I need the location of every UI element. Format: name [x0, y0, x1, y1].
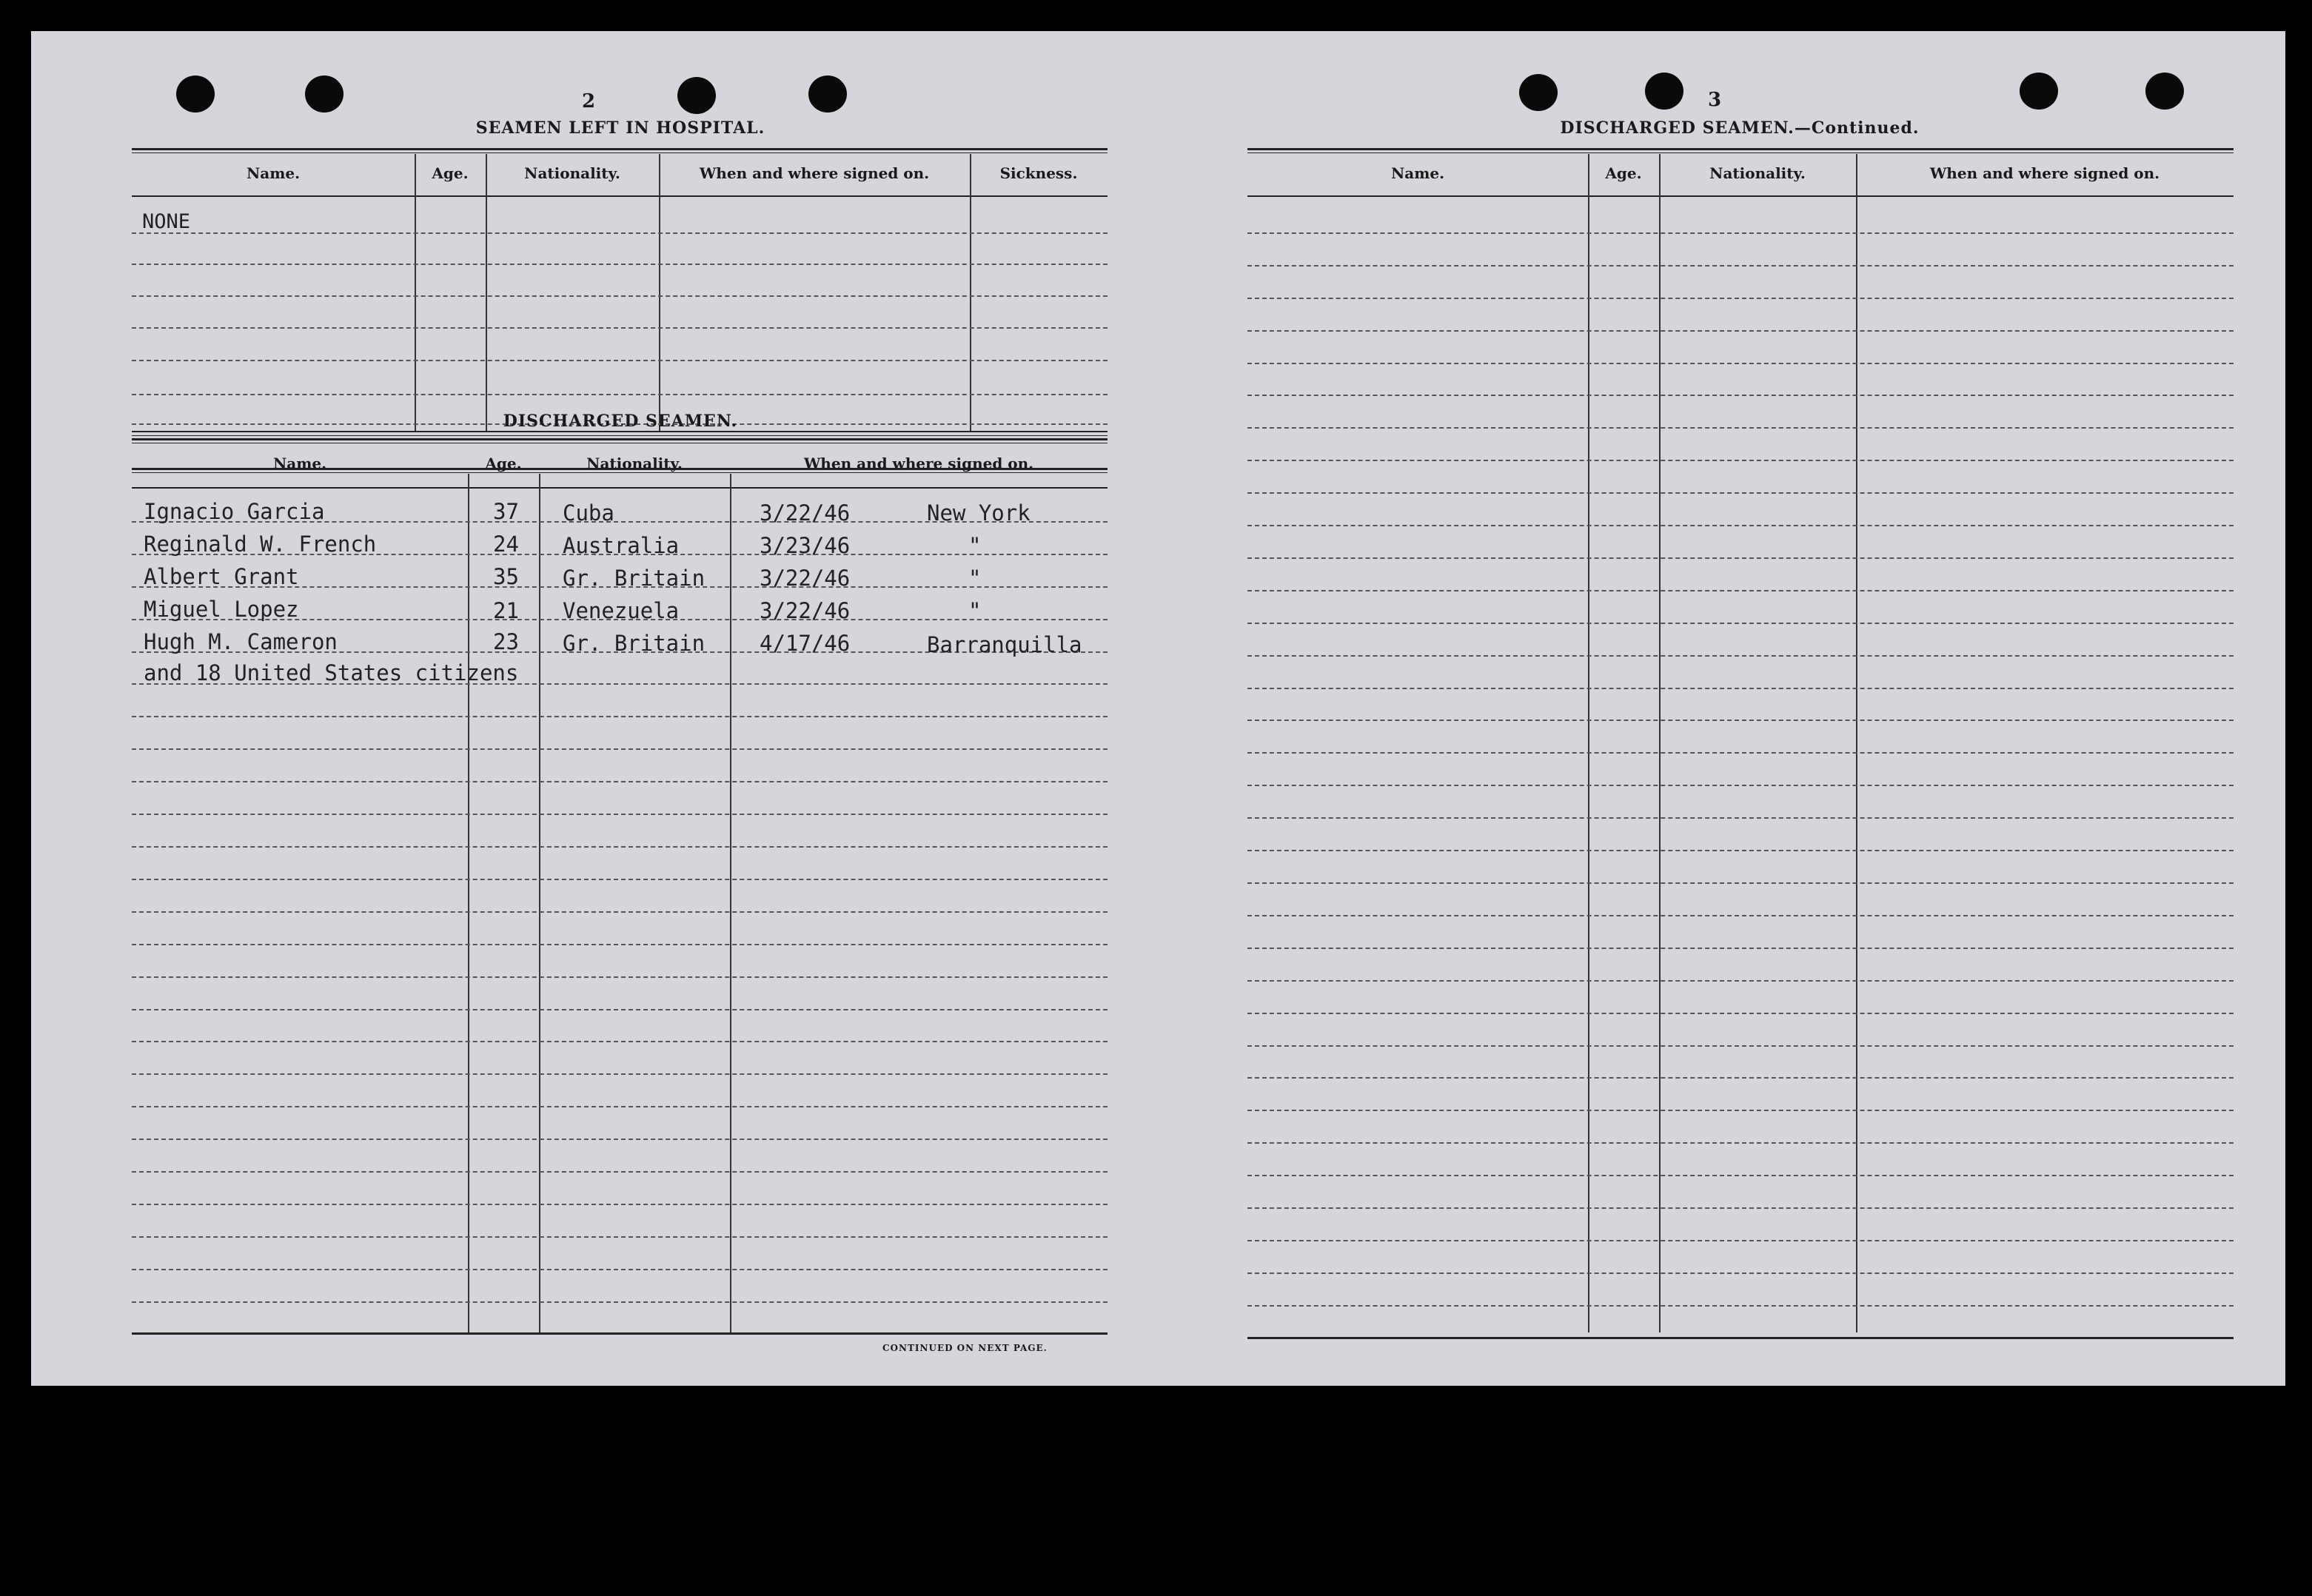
- punch-hole-icon: [176, 76, 215, 113]
- right-col-nationality: Nationality.: [1709, 164, 1806, 182]
- seaman-age: 21: [493, 598, 519, 623]
- ruled-line: [1247, 427, 2234, 429]
- hospital-col-name: Name.: [246, 164, 301, 182]
- seaman-signed-date: 3/22/46: [760, 566, 851, 591]
- ruled-line: [132, 781, 1108, 782]
- punch-hole-icon: [1519, 74, 1558, 111]
- hospital-top-rule-thin: [132, 152, 1108, 153]
- ruled-line: [1247, 882, 2234, 884]
- ruled-line: [132, 748, 1108, 750]
- hospital-bottom-rule-thin: [132, 435, 1108, 436]
- hospital-col-signed-on: When and where signed on.: [699, 164, 930, 182]
- ruled-line: [1247, 980, 2234, 982]
- discharged-section-title: DISCHARGED SEAMEN.: [503, 412, 738, 431]
- hospital-row-line: [132, 295, 1108, 297]
- seaman-name: Ignacio Garcia: [144, 499, 325, 524]
- seaman-signed-date: 3/22/46: [760, 598, 851, 623]
- ruled-line: [132, 1171, 1108, 1173]
- ruled-line: [132, 1139, 1108, 1140]
- right-section-title: DISCHARGED SEAMEN.—Continued.: [1560, 118, 1920, 138]
- ruled-line: [132, 814, 1108, 815]
- ruled-line: [132, 1009, 1108, 1010]
- seaman-nationality: Venezuela: [563, 598, 680, 623]
- right-top-rule-thin: [1247, 152, 2234, 153]
- hospital-row-line: [132, 232, 1108, 234]
- seaman-signed-date: 3/23/46: [760, 533, 851, 558]
- seaman-name: Albert Grant: [144, 564, 299, 589]
- hospital-row-line: [132, 264, 1108, 265]
- punch-hole-icon: [305, 76, 344, 113]
- ruled-line: [1247, 1077, 2234, 1079]
- discharged-col-age: Age.: [485, 455, 522, 472]
- right-col-age: Age.: [1605, 164, 1642, 182]
- ruled-line: [1247, 752, 2234, 754]
- discharged-note: and 18 United States citizens: [144, 660, 519, 685]
- ruled-line: [1247, 492, 2234, 494]
- discharged-col-nationality: Nationality.: [586, 455, 683, 472]
- ruled-line: [1247, 1207, 2234, 1209]
- ruled-line: [1247, 557, 2234, 559]
- ruled-line: [1247, 688, 2234, 689]
- seaman-nationality: Gr. Britain: [563, 631, 706, 656]
- hospital-col-divider: [659, 154, 660, 432]
- seaman-nationality: Australia: [563, 533, 680, 558]
- ruled-line: [1247, 1013, 2234, 1014]
- ruled-line: [1247, 948, 2234, 949]
- punch-hole-icon: [2145, 73, 2184, 110]
- right-col-name: Name.: [1390, 164, 1445, 182]
- seaman-name: Hugh M. Cameron: [144, 629, 338, 654]
- ruled-line: [1247, 817, 2234, 819]
- ruled-line: [1247, 1240, 2234, 1241]
- ruled-line: [1247, 298, 2234, 299]
- ruled-line: [1247, 623, 2234, 624]
- ruled-line: [1247, 330, 2234, 332]
- ruled-line: [1247, 1110, 2234, 1111]
- punch-hole-icon: [677, 77, 716, 114]
- discharged-col-name: Name.: [272, 455, 327, 472]
- ruled-line: [132, 1041, 1108, 1042]
- hospital-col-divider: [486, 154, 487, 432]
- hospital-col-age: Age.: [432, 164, 469, 182]
- seaman-signed-place: New York: [927, 500, 1031, 526]
- hospital-row-line: [132, 394, 1108, 395]
- seaman-signed-place: Barranquilla: [927, 632, 1082, 657]
- ruled-line: [132, 1204, 1108, 1205]
- right-page-number: 3: [1707, 89, 1722, 111]
- ruled-line: [132, 846, 1108, 848]
- ruled-line: [1247, 1142, 2234, 1144]
- right-top-rule: [1247, 148, 2234, 150]
- seaman-age: 37: [493, 499, 519, 524]
- ruled-line: [132, 1236, 1108, 1238]
- ruled-line: [1247, 265, 2234, 266]
- hospital-col-divider: [970, 154, 971, 432]
- ruled-line: [1247, 395, 2234, 396]
- discharged-top-rule: [132, 438, 1108, 440]
- ruled-line: [132, 976, 1108, 978]
- seaman-name: Reginald W. French: [144, 532, 377, 557]
- ruled-line: [1247, 785, 2234, 786]
- ruled-line: [1247, 1045, 2234, 1047]
- ruled-line: [1247, 460, 2234, 461]
- right-bottom-rule: [1247, 1337, 2234, 1339]
- hospital-col-sickness: Sickness.: [999, 164, 1078, 182]
- ruled-line: [1247, 525, 2234, 526]
- seaman-signed-date: 4/17/46: [760, 631, 851, 656]
- discharged-header-rule: [132, 487, 1108, 489]
- hospital-section-title: SEAMEN LEFT IN HOSPITAL.: [475, 118, 765, 138]
- seaman-signed-place: ": [968, 598, 982, 623]
- right-col-signed-on: When and where signed on.: [1929, 164, 2160, 182]
- ruled-line: [1247, 1305, 2234, 1307]
- hospital-row-line: [132, 360, 1108, 361]
- discharged-bottom-rule: [132, 1332, 1108, 1335]
- seaman-signed-place: ": [968, 533, 982, 558]
- discharged-col-signed-on: When and where signed on.: [803, 455, 1034, 472]
- ruled-line: [132, 1106, 1108, 1107]
- ruled-line: [132, 716, 1108, 717]
- hospital-col-nationality: Nationality.: [524, 164, 620, 182]
- hospital-top-rule: [132, 148, 1108, 150]
- left-page-number: 2: [581, 90, 596, 113]
- hospital-entry-none: NONE: [142, 210, 191, 233]
- ruled-line: [1247, 363, 2234, 364]
- continued-footer: CONTINUED ON NEXT PAGE.: [882, 1343, 1048, 1353]
- document-sheet: [31, 31, 2285, 1386]
- hospital-col-divider: [415, 154, 416, 432]
- punch-hole-icon: [808, 76, 847, 113]
- seaman-name: Miguel Lopez: [144, 597, 299, 622]
- seaman-age: 24: [493, 532, 519, 557]
- seaman-age: 23: [493, 629, 519, 654]
- seaman-signed-place: ": [968, 566, 982, 591]
- hospital-header-rule: [132, 195, 1108, 197]
- ruled-line: [132, 911, 1108, 913]
- ruled-line: [1247, 850, 2234, 851]
- hospital-bottom-rule: [132, 431, 1108, 432]
- ruled-line: [1247, 1175, 2234, 1176]
- ruled-line: [132, 879, 1108, 880]
- ruled-line: [1247, 590, 2234, 591]
- seaman-nationality: Gr. Britain: [563, 566, 706, 591]
- hospital-row-line: [132, 327, 1108, 329]
- seaman-signed-date: 3/22/46: [760, 500, 851, 526]
- ruled-line: [1247, 915, 2234, 916]
- ruled-line: [132, 1301, 1108, 1303]
- seaman-nationality: Cuba: [563, 500, 614, 526]
- right-header-rule: [1247, 195, 2234, 197]
- ruled-line: [1247, 720, 2234, 721]
- ruled-line: [132, 1269, 1108, 1270]
- ruled-line: [1247, 232, 2234, 234]
- ruled-line: [1247, 1273, 2234, 1274]
- ruled-line: [132, 1073, 1108, 1075]
- seaman-age: 35: [493, 564, 519, 589]
- discharged-top-rule-2-thin: [132, 472, 1108, 473]
- ruled-line: [1247, 655, 2234, 657]
- ruled-line: [132, 944, 1108, 945]
- punch-hole-icon: [2020, 73, 2058, 110]
- punch-hole-icon: [1645, 73, 1683, 110]
